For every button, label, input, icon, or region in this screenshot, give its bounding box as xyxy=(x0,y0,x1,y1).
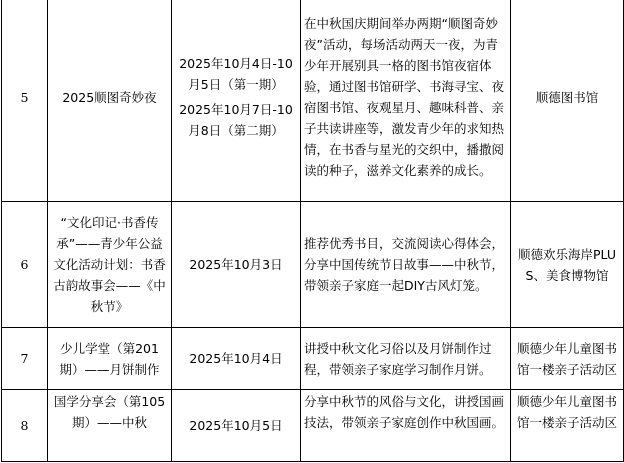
event-venue: 顺德欢乐海岸PLUS、美食博物馆 xyxy=(511,202,624,328)
event-name: 少儿学堂（第201期）——月饼制作 xyxy=(48,328,172,390)
table-row xyxy=(2,328,624,390)
row-number: 6 xyxy=(2,202,48,328)
table-row xyxy=(2,390,624,462)
event-date: 2025年10月4日 xyxy=(172,328,301,390)
event-date: 2025年10月5日 xyxy=(172,390,301,462)
events-table xyxy=(1,0,624,462)
event-name: 国学分享会（第105期）——中秋 xyxy=(48,390,172,462)
row-number: 5 xyxy=(2,0,48,202)
event-description: 分享中秋节的风俗与文化，讲授国画技法，带领亲子家庭创作中秋国画。 xyxy=(301,390,511,462)
table-row xyxy=(2,0,624,202)
event-date-second-session: 2025年10月7日-10月8日（第二期） xyxy=(179,102,293,138)
event-venue: 顺德图书馆 xyxy=(511,0,624,202)
event-date xyxy=(172,0,301,202)
event-venue: 顺德少年儿童图书馆一楼亲子活动区 xyxy=(511,328,624,390)
table-row xyxy=(2,202,624,328)
event-date: 2025年10月3日 xyxy=(172,202,301,328)
event-description: 推荐优秀书目，交流阅读心得体会，分享中国传统节日故事——中秋节，带领亲子家庭一起DIY古风灯笼。 xyxy=(301,202,511,328)
row-number: 7 xyxy=(2,328,48,390)
event-name: “文化印记·书香传承”——青少年公益文化活动计划：书香古韵故事会——《中秋节》 xyxy=(48,202,172,328)
event-description: 讲授中秋文化习俗以及月饼制作过程，带领亲子家庭学习制作月饼。 xyxy=(301,328,511,390)
event-description: 在中秋国庆期间举办两期“顺图奇妙夜”活动，每场活动两天一夜，为青少年开展别具一格的图书馆夜宿体验，通过图书馆研学、书海寻宝、夜宿图书馆、夜观星月、趣味科普、亲子共读讲座等，激发青少年的求知热情，在书香与星光的交织中，播撒阅读的种子，滋养文化素养的成长。 xyxy=(301,0,511,202)
event-name: 2025顺图奇妙夜 xyxy=(48,0,172,202)
event-date-first-session: 2025年10月4日-10月5日（第一期） xyxy=(179,56,293,92)
event-venue: 顺德少年儿童图书馆一楼亲子活动区 xyxy=(511,390,624,462)
row-number: 8 xyxy=(2,390,48,462)
